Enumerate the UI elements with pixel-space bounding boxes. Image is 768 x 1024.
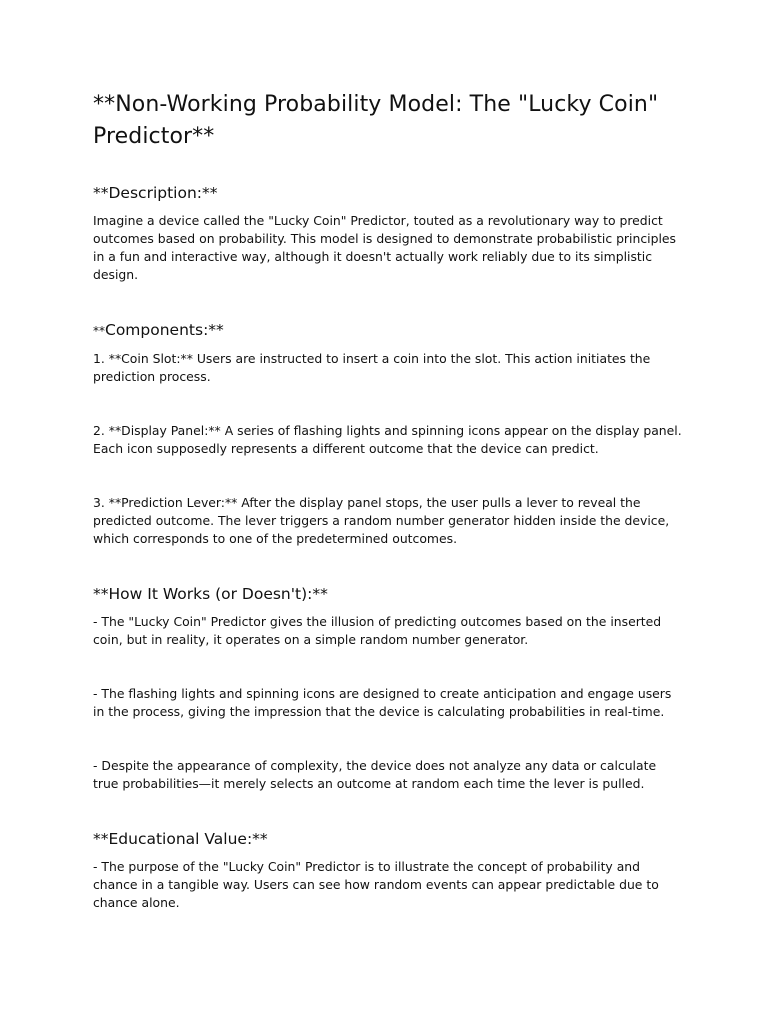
components-item-display-panel: 2. **Display Panel:** A series of flashing lights and spinning icons appear on the display panel. Each icon supposedly represents a different outcome that the device can predict. — [93, 423, 682, 456]
how-it-works-heading: **How It Works (or Doesn't):** — [93, 585, 328, 603]
description-heading: **Description:** — [93, 184, 218, 202]
spacer — [93, 284, 683, 320]
spacer — [93, 721, 683, 757]
spacer — [93, 458, 683, 494]
how-it-works-item-lights: - The flashing lights and spinning icons are designed to create anticipation and engage users in the process, giving the impression that the device is calculating probabilities in real-time. — [93, 686, 672, 719]
components-heading-prefix: ** — [93, 324, 105, 338]
spacer — [93, 649, 683, 685]
components-heading-text: Components:** — [105, 321, 224, 339]
educational-value-item-purpose: - The purpose of the "Lucky Coin" Predictor is to illustrate the concept of probability and chance in a tangible way. Users can see how random events can appear predictable due to chance alone. — [93, 859, 659, 910]
description-paragraph: Imagine a device called the "Lucky Coin" Predictor, touted as a revolutionary way to predict outcomes based on probability. This model is designed to demonstrate probabilistic principles in a fun and interactive way, although it doesn't actually work reliably due to its simplistic design. — [93, 213, 676, 282]
components-item-prediction-lever: 3. **Prediction Lever:** After the display panel stops, the user pulls a lever to reveal the predicted outcome. The lever triggers a random number generator hidden inside the device, which corresponds to one of the predetermined outcomes. — [93, 495, 670, 546]
how-it-works-item-complexity: - Despite the appearance of complexity, the device does not analyze any data or calculate true probabilities—it merely selects an outcome at random each time the lever is pulled. — [93, 758, 657, 791]
spacer — [93, 793, 683, 829]
document-body — [93, 89, 683, 912]
components-heading — [93, 320, 683, 341]
document-title: **Non-Working Probability Model: The "Lucky Coin" Predictor** — [93, 92, 659, 149]
components-item-coin-slot: 1. **Coin Slot:** Users are instructed to insert a coin into the slot. This action initiates the prediction process. — [93, 351, 651, 384]
spacer — [93, 548, 683, 584]
spacer — [93, 386, 683, 422]
how-it-works-item-illusion: - The "Lucky Coin" Predictor gives the illusion of predicting outcomes based on the inserted coin, but in reality, it operates on a simple random number generator. — [93, 614, 662, 647]
educational-value-heading: **Educational Value:** — [93, 830, 268, 848]
